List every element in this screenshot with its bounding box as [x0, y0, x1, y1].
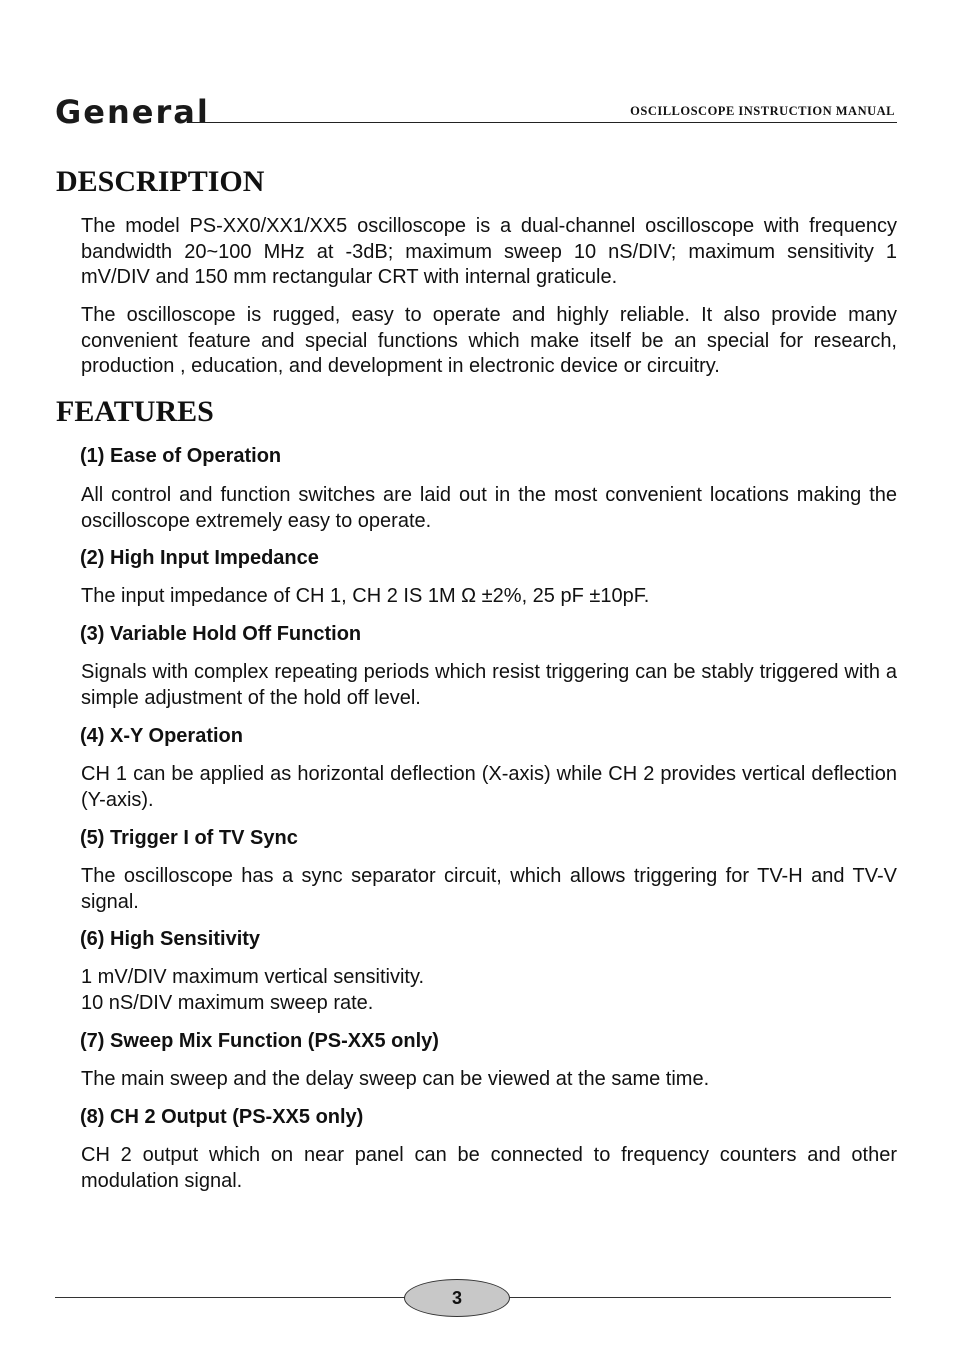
description-paragraph-2: The oscilloscope is rugged, easy to operate and highly reliable. It also provide many convenient feature and special functions which make itself be an special for research, production , education, and development in electronic device or circuitry. [81, 304, 897, 377]
page-header-title: General [55, 93, 210, 131]
description-heading: DESCRIPTION [56, 165, 265, 198]
feature-text-1: All control and function switches are laid out in the most convenient locations making the oscilloscope extremely easy to operate. [81, 484, 897, 532]
feature-title-8: (8) CH 2 Output (PS-XX5 only) [80, 1106, 364, 1128]
feature-text-8: CH 2 output which on near panel can be connected to frequency counters and other modulation signal. [81, 1144, 897, 1192]
feature-text-6 [81, 965, 897, 1016]
page-number-badge [404, 1279, 510, 1317]
manual-title: OSCILLOSCOPE INSTRUCTION MANUAL [630, 104, 895, 118]
feature-text-4: CH 1 can be applied as horizontal deflection (X-axis) while CH 2 provides vertical deflection (Y-axis). [81, 763, 897, 811]
feature-text-6-line-1: 1 mV/DIV maximum vertical sensitivity. [81, 966, 425, 988]
description-paragraph-1: The model PS-XX0/XX1/XX5 oscilloscope is a dual-channel oscilloscope with frequency bandwidth 20~100 MHz at -3dB; maximum sweep 10 nS/DIV; maximum sensitivity 1 mV/DIV and 150 mm rectangular CRT with internal graticule. [81, 215, 897, 288]
page-number: 3 [451, 1287, 462, 1308]
feature-text-5: The oscilloscope has a sync separator circuit, which allows triggering for TV-H and TV-V signal. [81, 865, 897, 913]
header-rule [190, 122, 897, 123]
feature-text-7: The main sweep and the delay sweep can be viewed at the same time. [81, 1068, 710, 1090]
footer-rule-right [508, 1297, 891, 1298]
feature-title-4: (4) X-Y Operation [80, 725, 243, 747]
feature-title-7: (7) Sweep Mix Function (PS-XX5 only) [80, 1030, 439, 1052]
feature-title-6: (6) High Sensitivity [80, 928, 261, 950]
feature-text-3: Signals with complex repeating periods which resist triggering can be stably triggered with a simple adjustment of the hold off level. [81, 661, 897, 709]
feature-title-2: (2) High Input Impedance [80, 547, 319, 569]
feature-text-2: The input impedance of CH 1, CH 2 IS 1M Ω ±2%, 25 pF ±10pF. [81, 585, 650, 607]
footer-rule-left [55, 1297, 405, 1298]
feature-title-3: (3) Variable Hold Off Function [80, 623, 362, 645]
features-heading: FEATURES [56, 395, 214, 428]
feature-text-6-line-2: 10 nS/DIV maximum sweep rate. [81, 991, 374, 1014]
feature-title-1: (1) Ease of Operation [80, 445, 282, 467]
feature-title-5: (5) Trigger I of TV Sync [80, 827, 298, 849]
